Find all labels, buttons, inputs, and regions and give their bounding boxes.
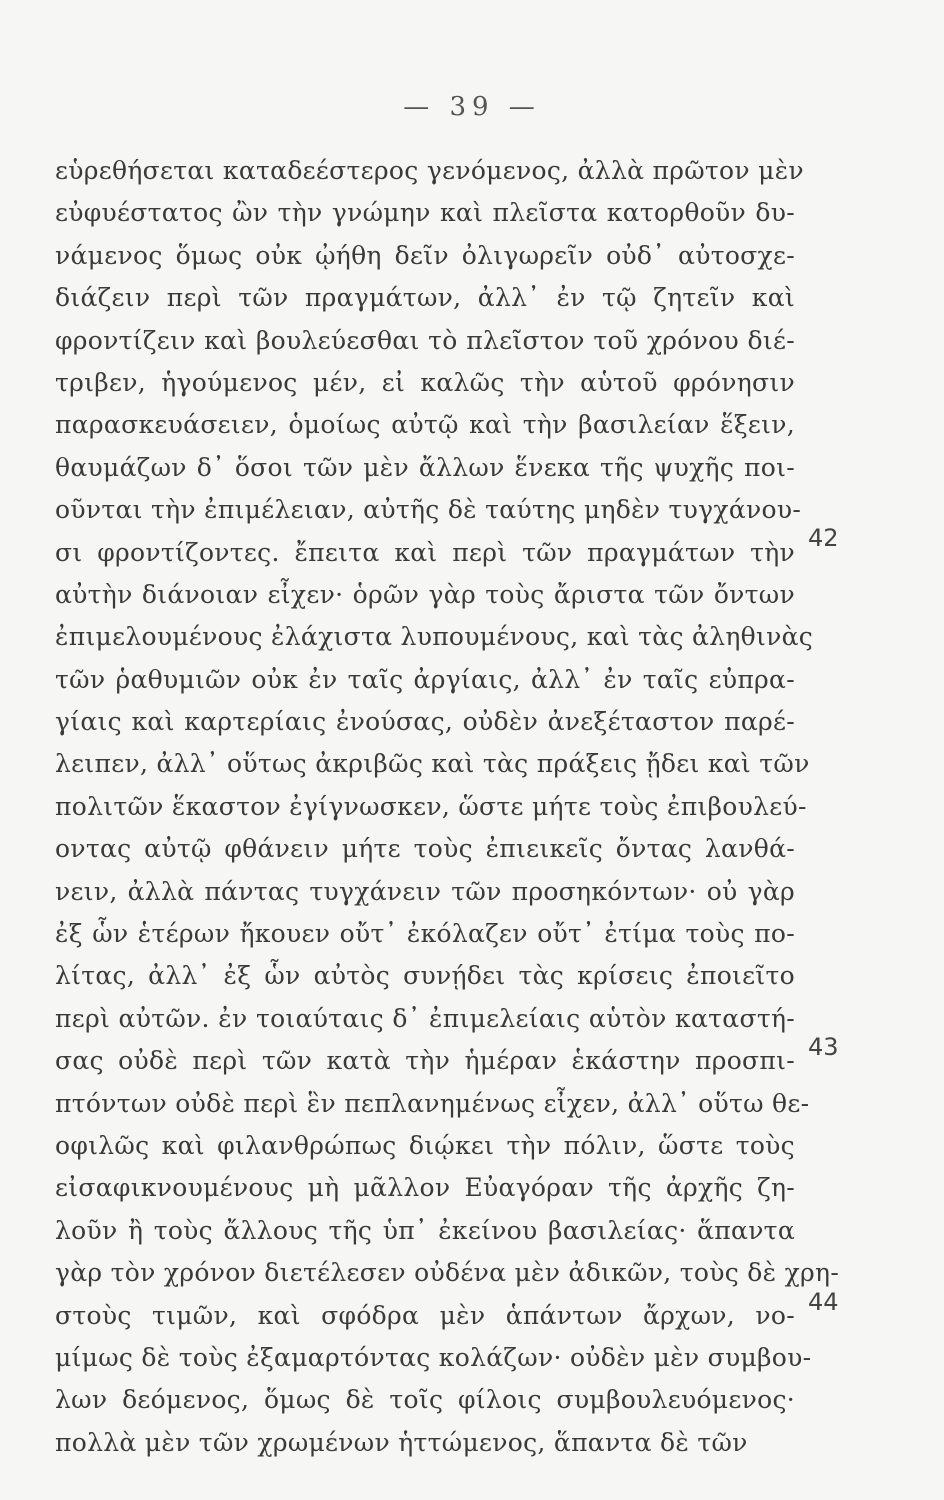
- text-line: λειπεν, ἀλλ᾽ οὕτως ἀκριβῶς καὶ τὰς πράξεις ᾔδει καὶ τῶν: [55, 749, 810, 779]
- text-line: γὰρ τὸν χρόνον διετέλεσεν οὐδένα μὲν ἀδικῶν, τοὺς δὲ χρη-: [55, 1258, 840, 1288]
- text-line: αὐτὴν διάνοιαν εἶχεν· ὁρῶν γὰρ τοὺς ἄριστα τῶν ὄντων: [55, 579, 795, 609]
- section-number: 44: [808, 1288, 839, 1316]
- section-number: 42: [808, 524, 839, 552]
- text-line: περὶ αὐτῶν. ἐν τοιαύταις δ᾽ ἐπιμελείαις αὑτὸν καταστή-: [55, 1003, 795, 1033]
- text-line: ἐπιμελουμένους ἐλάχιστα λυπουμένους, καὶ τὰς ἀληθινὰς: [55, 622, 814, 652]
- text-line: τριβεν, ἡγούμενος μέν, εἰ καλῶς τὴν αὑτοῦ φρόνησιν: [55, 367, 795, 397]
- text-line: λων δεόμενος, ὅμως δὲ τοῖς φίλοις συμβουλευόμενος·: [55, 1385, 795, 1415]
- text-line: πολλὰ μὲν τῶν χρωμένων ἡττώμενος, ἅπαντα δὲ τῶν: [55, 1427, 748, 1457]
- section-number: 43: [808, 1033, 839, 1061]
- text-line: τῶν ῥαθυμιῶν οὐκ ἐν ταῖς ἀργίαις, ἀλλ᾽ ἐν ταῖς εὐπρα-: [55, 664, 795, 694]
- text-line: πτόντων οὐδὲ περὶ ἓν πεπλανημένως εἶχεν, ἀλλ᾽ οὕτω θε-: [55, 1088, 810, 1118]
- text-line: εὐφυέστατος ὢν τὴν γνώμην καὶ πλεῖστα κατορθοῦν δυ-: [55, 198, 795, 228]
- text-line: μίμως δὲ τοὺς ἐξαμαρτόντας κολάζων· οὐδὲν μὲν συμβου-: [55, 1342, 812, 1372]
- text-line: νάμενος ὅμως οὐκ ᾠήθη δεῖν ὀλιγωρεῖν οὐδ᾽ αὐτοσχε-: [55, 240, 795, 270]
- text-line: νειν, ἀλλὰ πάντας τυγχάνειν τῶν προσηκόντων· οὐ γὰρ: [55, 876, 795, 906]
- text-line: εὑρεθήσεται καταδεέστερος γενόμενος, ἀλλὰ πρῶτον μὲν: [55, 156, 804, 185]
- text-line: παρασκευάσειεν, ὁμοίως αὐτῷ καὶ τὴν βασιλείαν ἕξειν,: [55, 410, 795, 440]
- text-line: γίαις καὶ καρτερίαις ἐνούσας, οὐδὲν ἀνεξέταστον παρέ-: [55, 707, 795, 737]
- text-line: πολιτῶν ἕκαστον ἐγίγνωσκεν, ὥστε μήτε τοὺς ἐπιβουλεύ-: [55, 791, 807, 821]
- text-line: θαυμάζων δ᾽ ὅσοι τῶν μὲν ἄλλων ἕνεκα τῆς ψυχῆς ποι-: [55, 452, 795, 482]
- text-line: λίτας, ἀλλ᾽ ἐξ ὧν αὐτὸς συνῄδει τὰς κρίσεις ἐποιεῖτο: [55, 961, 795, 991]
- text-line: σι φροντίζοντες. ἔπειτα καὶ περὶ τῶν πραγμάτων τὴν: [55, 537, 795, 567]
- text-line: οντας αὐτῷ φθάνειν μήτε τοὺς ἐπιεικεῖς ὄντας λανθά-: [55, 834, 795, 864]
- text-line: οῦνται τὴν ἐπιμέλειαν, αὐτῆς δὲ ταύτης μηδὲν τυγχάνου-: [55, 495, 802, 525]
- text-line: στοὺς τιμῶν, καὶ σφόδρα μὲν ἁπάντων ἄρχων, νο-: [55, 1300, 795, 1330]
- text-line: ἐξ ὧν ἑτέρων ἤκουεν οὔτ᾽ ἐκόλαζεν οὔτ᾽ ἐτίμα τοὺς πο-: [55, 919, 795, 949]
- text-line: εἰσαφικνουμένους μὴ μᾶλλον Εὐαγόραν τῆς ἀρχῆς ζη-: [55, 1173, 795, 1203]
- text-line: διάζειν περὶ τῶν πραγμάτων, ἀλλ᾽ ἐν τῷ ζητεῖν καὶ: [55, 283, 795, 313]
- text-line: λοῦν ἢ τοὺς ἄλλους τῆς ὑπ᾽ ἐκείνου βασιλείας· ἅπαντα: [55, 1215, 795, 1245]
- page-header: — 39 —: [403, 92, 541, 122]
- text-line: οφιλῶς καὶ φιλανθρώπως διῴκει τὴν πόλιν, ὥστε τοὺς: [55, 1130, 795, 1160]
- text-line: σας οὐδὲ περὶ τῶν κατὰ τὴν ἡμέραν ἑκάστην προσπι-: [55, 1046, 795, 1076]
- text-line: φροντίζειν καὶ βουλεύεσθαι τὸ πλεῖστον τοῦ χρόνου διέ-: [55, 325, 795, 355]
